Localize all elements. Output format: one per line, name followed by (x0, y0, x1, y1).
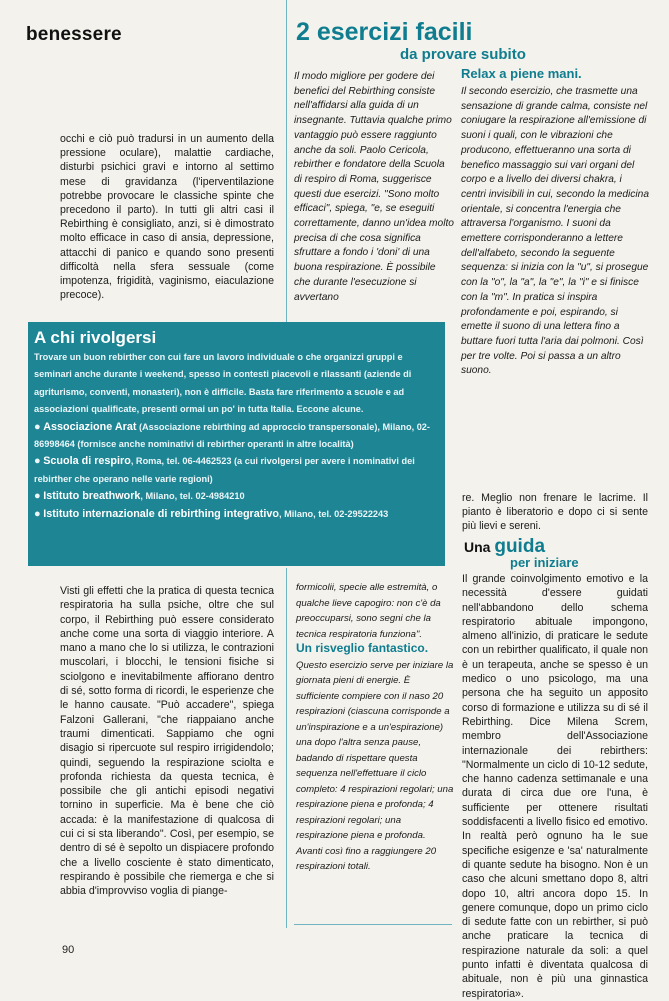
contact-name: Istituto internazionale di rebirthing integrativo (43, 507, 279, 520)
contacts-box-body (34, 349, 438, 523)
contacts-intro: Trovare un buon rebirther con cui fare un lavoro individuale o che organizzi gruppi e seminari anche durante i weekend, spesso in contesti piacevoli e rilassanti (aziende di agriturismo, conventi, monasteri), non è difficile. Basta fare riferimento a scuole e ad associazioni qualificate, presenti ormai un po' in tutta Italia. Eccone alcune. (34, 352, 412, 415)
bullet-icon: ● (34, 490, 41, 503)
guida-text: Il grande coinvolgimento emotivo e la necessità d'essere guidati nell'abbandono dello schema respiratorio abituale impongono, almeno all'inizio, di praticare le sedute con un rebirther qualificato, il quale non è un terapeuta, anche se spesso è un medico o uno psicologo, ma una persona che ha seguito un apposito corso di formazione e utilizza su di sé il Rebirthing. Dice Milena Screm, membro dell'Associazione internazionale dei rebirthers: "Normalmente un ciclo di 10-12 sedute, che hanno cadenza settimanale e una durata di circa due ore l'una, è sufficiente per ottenere risultati soddisfacenti a livello fisico ed emotivo. In realtà però ognuno ha le sue specifiche esigenze e 'sa' naturalmente di quante sedute ha bisogno. Non è un caso che alcuni smettano dopo 8, altri dopo 10, altri ancora dopo 15. In genere comunque, dopo un primo ciclo di sedute fatte con un rebirther, si può anche praticare la tecnica di respirazione naturale da soli: a quel punto infatti è diventata qualcosa di abituale, non è più una ginnastica respiratoria». (462, 573, 648, 1000)
contact-entry (34, 506, 438, 523)
horizontal-rule (294, 924, 452, 925)
guida-heading-word1: Una (464, 539, 495, 555)
contact-entry (34, 419, 438, 454)
column-divider (286, 568, 287, 928)
article-title: 2 esercizi facili (296, 18, 473, 46)
middle-column-top-text: Il modo migliore per godere dei benefici del Rebirthing consiste nell'affidarsi alla guida di un insegnante. Tuttavia qualche primo vantaggio può essere raggiunto anche da soli. Paolo Cericola, rebirther e fondatore della Scuola di respiro di Roma, suggerisce questi due esercizi. "Sono molto efficaci", spiega, "e, se eseguiti correttamente, danno un'idea molto precisa di che cosa significa sfruttare a fondo i 'doni' di una buona respirazione. È possibile che durante l'esecuzione si avvertano (294, 71, 454, 303)
contact-details: , Roma, tel. 06-4462523 (a cui rivolgersi per avere i nominativi dei rebirther che operano nelle varie regioni) (34, 456, 415, 484)
section-label: benessere (26, 24, 122, 45)
contact-details: , Milano, tel. 02-4984210 (140, 491, 245, 502)
contact-name: Scuola di respiro (43, 455, 131, 468)
contact-details: (Associazione rebirthing ad approccio transpersonale), Milano, 02-86998464 (fornisce anche nominativi di rebirther operanti in altre località) (34, 421, 430, 450)
contacts-box (28, 322, 445, 566)
guida-heading-line2: per iniziare (510, 555, 579, 570)
left-column-top-text: occhi e ciò può tradursi in un aumento della pressione oculare), malattie cardiache, disturbi psichici gravi e intorno al settimo mese di gravidanza (l'iperventilazione potrebbe provocare le classiche spinte che precedono il parto). In tutti gli altri casi il Rebirthing è consigliato, anzi, si è dimostrato molto efficace in caso di ansia, depressione, attacchi di panico e quando sono presenti difficoltà nella sfera sessuale (come impotenza, frigidità, vaginismo, eiaculazione precoce). (60, 133, 274, 302)
relax-heading: Relax a piene mani. (461, 66, 582, 81)
bullet-icon: ● (34, 420, 41, 433)
middle-column-bottom (296, 580, 454, 875)
contact-entry (34, 488, 438, 505)
continuation-text: formicolii, specie alle estremità, o qualche lieve capogiro: non c'è da preoccuparsi, sono segni che la tecnica respiratoria funziona". (296, 582, 441, 640)
bullet-icon: ● (34, 507, 41, 520)
contact-details: , Milano, tel. 02-29522243 (278, 508, 389, 519)
contact-name: Istituto breathwork (43, 490, 141, 503)
contact-name: Associazione Arat (43, 420, 137, 433)
risveglio-heading: Un risveglio fantastico. (296, 641, 429, 655)
guida-heading-word2: guida (494, 536, 546, 557)
article-subtitle: da provare subito (400, 46, 526, 63)
bullet-icon: ● (34, 455, 41, 468)
relax-text: Il secondo esercizio, che trasmette una sensazione di grande calma, consiste nel coniugare la respirazione all'emissione di suoni i quali, con le vibrazioni che producono, effettueranno una sorta di benefico massaggio sui vari organi del corpo e a livello dei diversi chakra, i centri invisibili in cui, secondo la medicina orientale, si concentra l'energia che attraversa l'organismo. I suoni da emettere corrisponderanno a lettere dell'alfabeto, secondo la seguente sequenza: si inizia con la "u", si prosegue con la "o", la "a", la "e", la "i" e si finisce con la "m". In pratica si inspira profondamente e poi, espirando, si emette il suono di una lettera fino a buttare fuori tutta l'aria dai polmoni. Così per tre volte. Poi si passa a un altro suono. (461, 86, 649, 377)
contacts-box-title: A chi rivolgersi (34, 328, 157, 347)
column-divider (286, 0, 287, 324)
right-column-continuation: re. Meglio non frenare le lacrime. Il pianto è liberatorio e dopo ci si sente più lievi e sereni. (462, 492, 648, 533)
left-column-bottom-text: Visti gli effetti che la pratica di questa tecnica respiratoria ha sulla psiche, oltre che sul corpo, il Rebirthing può essere considerato anche come una sorta di viaggio interiore. A mano a mano che lo si utilizza, le contrazioni muscolari, i blocchi, le tensioni fisiche si sciolgono e inevitabilmente affiorano dentro di sé, sotto forma di ricordi, le esperienze che le hanno causate. "Può accadere", spiega Falzoni Gallerani, "che riappaiano anche traumi dimenticati. Sappiamo che ogni disagio si ripercuote sul respiro irrigidendolo; quindi, seguendo la respirazione sciolta e profonda richiesta da questa tecnica, è possibile che gli antichi episodi negativi tornino in superficie. Ma è bene che ciò accada: è la manifestazione di qualcosa di cui ci si sta liberando". Così, per esempio, se dentro di sé è sepolto un dispiacere profondo che a livello cosciente è stato dimenticato, respirando è possibile che riemerga e che si abbia d'improvviso voglia di piange- (60, 585, 274, 898)
contact-entry (34, 453, 438, 488)
page-number: 90 (62, 944, 75, 956)
risveglio-text: Questo esercizio serve per iniziare la giornata pieni di energie. È sufficiente compiere con il naso 20 respirazioni (ciascuna corrisponde a un'inspirazione e a un'espirazione) una dopo l'altra senza pause, badando di rispettare questa sequenza nell'effettuare il ciclo completo: 4 respirazioni regolari; una respirazione piena e profonda; 4 respirazioni regolari; una respirazione piena e profonda. Avanti così fino a raggiungere 20 respirazioni totali. (296, 659, 454, 872)
